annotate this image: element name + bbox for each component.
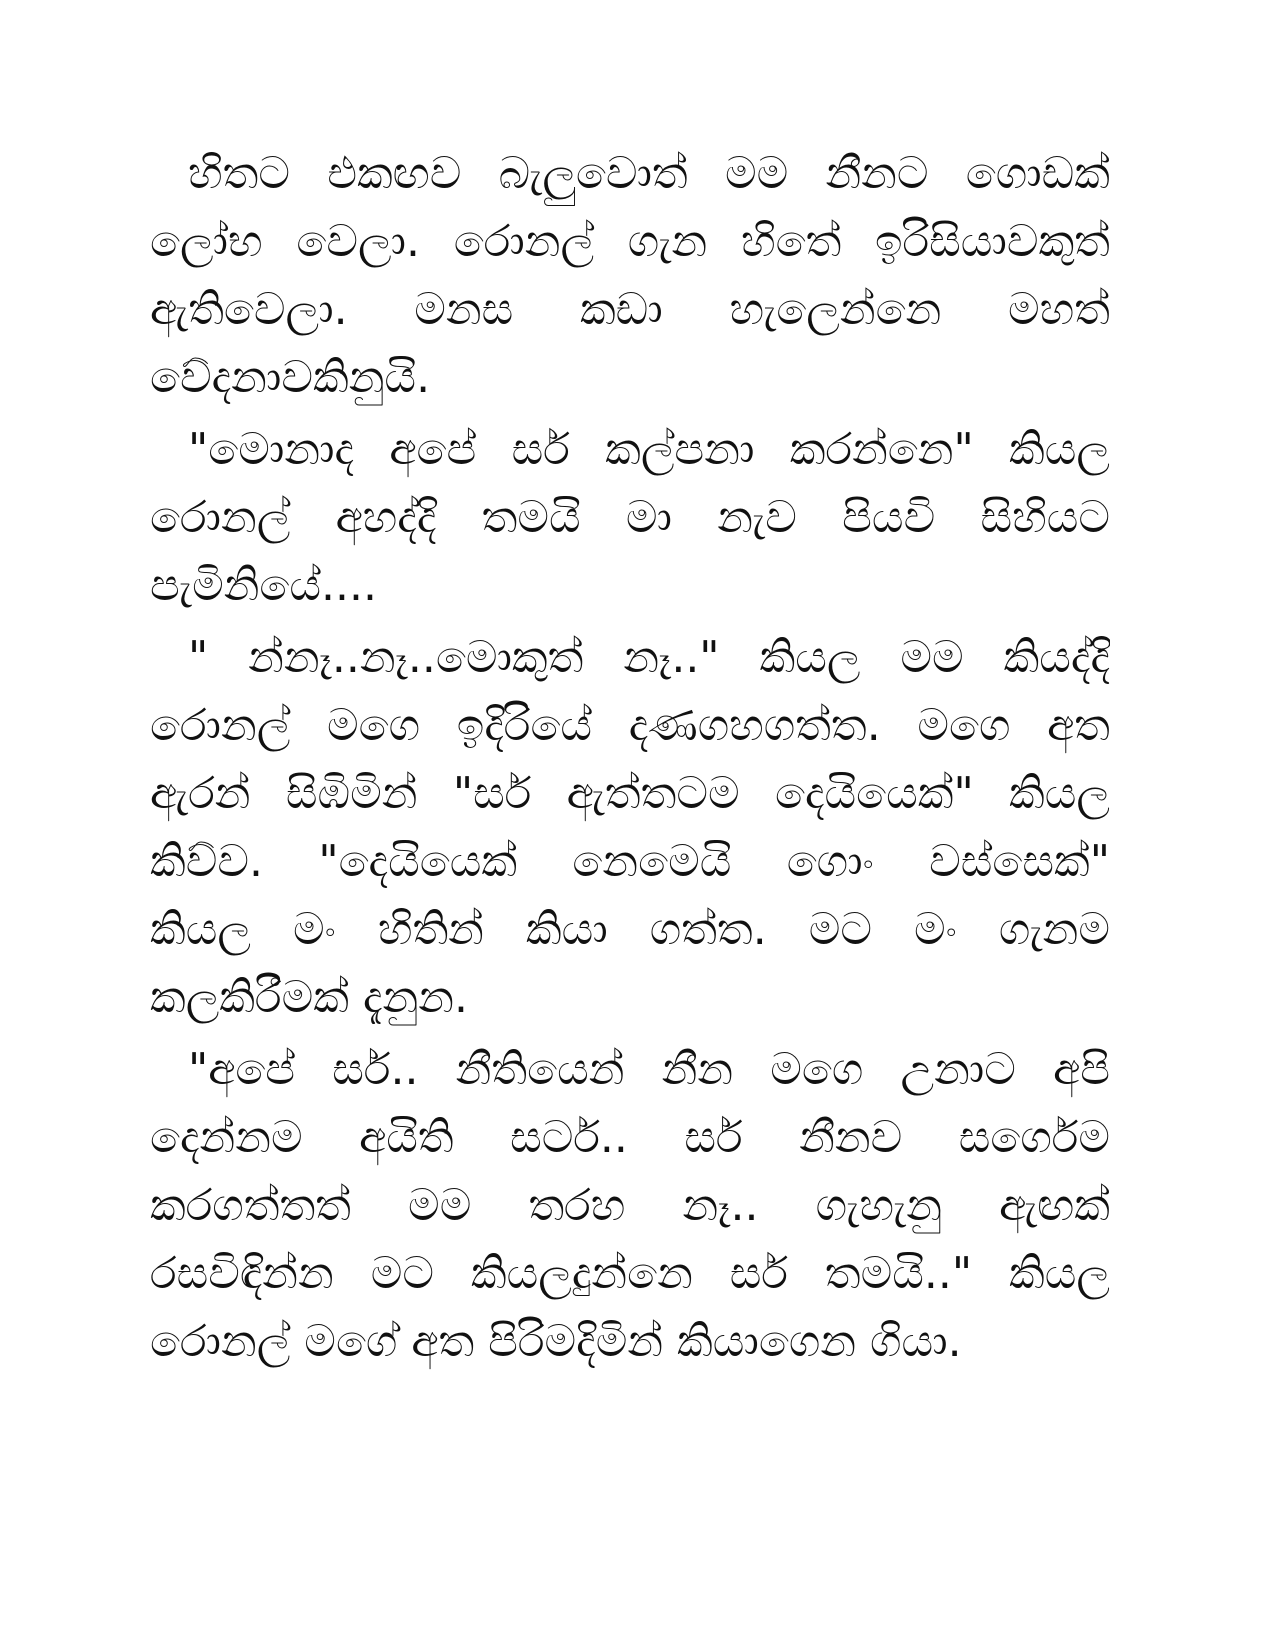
- text-line: දෙන්නම අයිති සර්ට.. සර් නීනව සර්ගෙම: [150, 1112, 1110, 1163]
- text-line: කලකිරීමක් දැනුන.: [150, 972, 468, 1023]
- text-line: "මොනාද අපේ සර් කල්පනා කරන්නෙ" කියල: [188, 424, 1110, 475]
- text-line: ඇරන් සිඹිමින් "සර් ඇත්තටම දෙයියෙක්" කියල: [150, 768, 1110, 819]
- text-line: කිව්ව. "දෙයියෙක් නෙමෙයි ගොං වස්සෙක්": [150, 836, 1110, 887]
- text-line: කරගත්තත් මම තරහ නෑ.. ගැහැනු ඇඟක්: [150, 1180, 1110, 1231]
- text-line: හිතට එකඟව බැලුවොත් මම නීනට ගොඩක්: [188, 148, 1110, 199]
- text-line: රොනල් මගේ අත පිරිමදිමින් කියාගෙන ගියා.: [150, 1316, 962, 1367]
- text-line: පැමිනියේ....: [150, 560, 377, 611]
- text-line: "අපේ සර්.. නීතියෙන් නීන මගෙ උනාට අපි: [188, 1044, 1110, 1095]
- paragraph-1: [150, 140, 1110, 412]
- text-line: " න්නෑ..නෑ..මොකුත් නෑ.." කියල මම කියද්දි: [188, 632, 1110, 683]
- paragraph-2: [150, 416, 1110, 620]
- document-page: [150, 140, 1110, 1540]
- text-line: ලෝභ වෙලා. රොනල් ගැන හිතේ ඉරිසියාවකුත්: [150, 216, 1110, 267]
- paragraph-3: [150, 624, 1110, 1032]
- text-line: කියල මං හිතින් කියා ගත්ත. මට මං ගැනම: [150, 904, 1110, 955]
- text-line: රසවිඳින්න මට කියලදුන්නෙ සර් තමයි.." කියල: [150, 1248, 1110, 1299]
- text-line: රොනල් අහද්දි තමයි මා නැව පියවි සිහියට: [150, 492, 1110, 543]
- text-line: රොනල් මගෙ ඉදිරියේ දණගහගත්ත. මගෙ අත: [150, 700, 1110, 751]
- text-line: වේදනාවකිනුයි.: [150, 352, 431, 403]
- text-line: ඇතිවෙලා. මනස කඩා හැලෙන්නෙ මහත්: [150, 284, 1110, 335]
- paragraph-4: [150, 1036, 1110, 1376]
